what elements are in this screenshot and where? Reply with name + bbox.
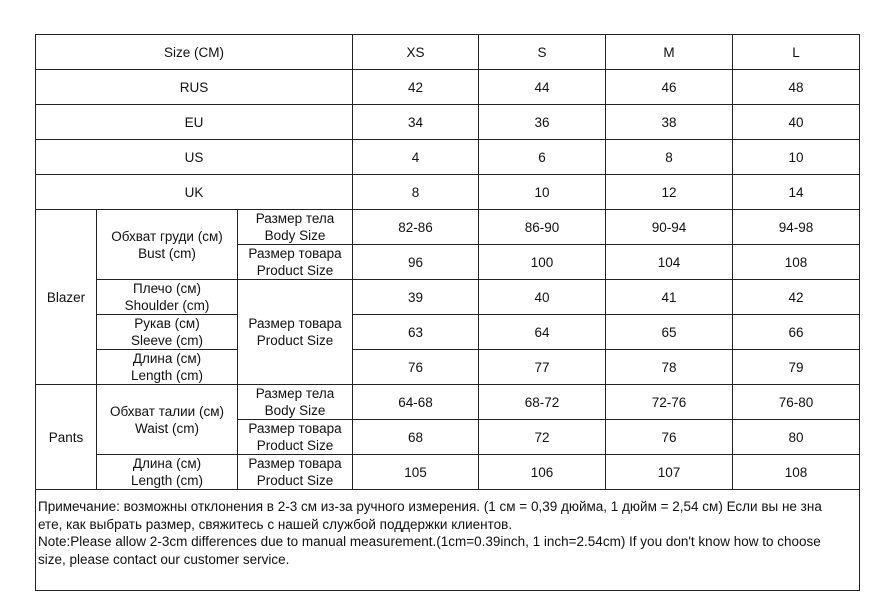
table-cell: 86-90 xyxy=(479,210,606,245)
note-en-line-2: size, please contact our customer service. xyxy=(38,551,290,567)
table-cell: 78 xyxy=(606,350,733,385)
table-cell: 40 xyxy=(733,105,860,140)
table-cell: 96 xyxy=(353,245,479,280)
waist-label xyxy=(97,385,238,455)
length-label-ru: Длина (см) xyxy=(132,351,202,366)
table-cell: 90-94 xyxy=(606,210,733,245)
table-cell: 77 xyxy=(479,350,606,385)
table-cell: 68 xyxy=(353,420,479,455)
table-cell: 10 xyxy=(479,175,606,210)
rus-row xyxy=(36,70,860,105)
rus-label: RUS xyxy=(36,70,353,105)
body-size-label-en: Body Size xyxy=(264,403,326,418)
product-size-label-ru: Размер товара xyxy=(248,456,342,471)
note-en-line-1: Note:Please allow 2-3cm differences due to manual measurement.(1cm=0.39inch, 1 inch=2.54cm) If you don't know how to choose xyxy=(38,534,821,549)
blazer-label: Blazer xyxy=(36,210,97,385)
size-chart-table xyxy=(35,34,860,591)
table-cell: 66 xyxy=(733,315,860,350)
table-cell: 108 xyxy=(733,245,860,280)
table-cell: 107 xyxy=(606,455,733,490)
body-size-label xyxy=(238,210,353,245)
note-ru-line-2: ете, как выбрать размер, свяжитесь с нашей службой поддержки клиентов. xyxy=(38,516,513,532)
table-cell: 106 xyxy=(479,455,606,490)
us-label: US xyxy=(36,140,353,175)
bust-label-en: Bust (cm) xyxy=(138,245,196,261)
table-cell: 76 xyxy=(606,420,733,455)
table-cell: 64 xyxy=(479,315,606,350)
table-cell: 39 xyxy=(353,280,479,315)
bust-label xyxy=(97,210,238,280)
table-cell: 34 xyxy=(353,105,479,140)
product-size-label xyxy=(238,455,353,490)
table-cell: 14 xyxy=(733,175,860,210)
eu-row xyxy=(36,105,860,140)
uk-label: UK xyxy=(36,175,353,210)
waist-label-en: Waist (cm) xyxy=(135,420,199,436)
table-cell: 48 xyxy=(733,70,860,105)
table-cell: 108 xyxy=(733,455,860,490)
size-cm-label: Size (CM) xyxy=(36,35,353,70)
blazer-length-row xyxy=(36,350,860,385)
table-cell: 63 xyxy=(353,315,479,350)
pants-waist-body-row xyxy=(36,385,860,420)
table-cell: 64-68 xyxy=(353,385,479,420)
product-size-label-ru: Размер товара xyxy=(248,316,342,331)
table-cell: 76 xyxy=(353,350,479,385)
shoulder-label-ru: Плечо (см) xyxy=(133,281,201,296)
table-cell: 46 xyxy=(606,70,733,105)
header-row xyxy=(36,35,860,70)
notes-cell xyxy=(36,490,860,591)
body-size-label-ru: Размер тела xyxy=(255,211,335,226)
table-cell: 4 xyxy=(353,140,479,175)
length-label xyxy=(97,350,238,385)
note-ru-line-1: Примечание: возможны отклонения в 2-3 см из-за ручного измерения. (1 см = 0,39 дюйма, 1 дюйм = 2,54 см) Если вы не зна xyxy=(38,499,822,514)
product-size-label xyxy=(238,245,353,280)
sleeve-label-ru: Рукав (см) xyxy=(134,316,200,331)
product-size-label xyxy=(238,280,353,385)
product-size-label-ru: Размер товара xyxy=(248,246,342,261)
table-cell: 80 xyxy=(733,420,860,455)
size-m: M xyxy=(606,35,733,70)
body-size-label xyxy=(238,385,353,420)
table-cell: 8 xyxy=(353,175,479,210)
table-cell: 105 xyxy=(353,455,479,490)
sleeve-label-en: Sleeve (cm) xyxy=(130,333,203,348)
table-cell: 100 xyxy=(479,245,606,280)
table-cell: 79 xyxy=(733,350,860,385)
size-l: L xyxy=(733,35,860,70)
table-cell: 42 xyxy=(353,70,479,105)
table-cell: 72-76 xyxy=(606,385,733,420)
table-cell: 104 xyxy=(606,245,733,280)
length-label-en: Length (cm) xyxy=(130,368,204,383)
product-size-label-en: Product Size xyxy=(256,333,334,348)
pants-length-row xyxy=(36,455,860,490)
product-size-label-en: Product Size xyxy=(256,438,334,453)
table-cell: 8 xyxy=(606,140,733,175)
size-s: S xyxy=(479,35,606,70)
blazer-shoulder-row xyxy=(36,280,860,315)
table-cell: 36 xyxy=(479,105,606,140)
table-cell: 65 xyxy=(606,315,733,350)
table-cell: 82-86 xyxy=(353,210,479,245)
body-size-label-ru: Размер тела xyxy=(255,386,335,401)
waist-label-ru: Обхват талии (см) xyxy=(110,403,224,419)
pants-label: Pants xyxy=(36,385,97,490)
table-cell: 41 xyxy=(606,280,733,315)
blazer-sleeve-row xyxy=(36,315,860,350)
pants-length-label-en: Length (cm) xyxy=(130,473,204,488)
table-cell: 40 xyxy=(479,280,606,315)
product-size-label-en: Product Size xyxy=(256,263,334,278)
sleeve-label xyxy=(97,315,238,350)
blazer-bust-body-row xyxy=(36,210,860,245)
table-cell: 12 xyxy=(606,175,733,210)
product-size-label-en: Product Size xyxy=(256,473,334,488)
table-cell: 76-80 xyxy=(733,385,860,420)
table-cell: 44 xyxy=(479,70,606,105)
table-cell: 94-98 xyxy=(733,210,860,245)
us-row xyxy=(36,140,860,175)
table-cell: 10 xyxy=(733,140,860,175)
table-cell: 68-72 xyxy=(479,385,606,420)
shoulder-label xyxy=(97,280,238,315)
shoulder-label-en: Shoulder (cm) xyxy=(124,298,210,313)
table-cell: 72 xyxy=(479,420,606,455)
eu-label: EU xyxy=(36,105,353,140)
product-size-label xyxy=(238,420,353,455)
body-size-label-en: Body Size xyxy=(264,228,326,243)
notes-row xyxy=(36,490,860,591)
size-xs: XS xyxy=(353,35,479,70)
product-size-label-ru: Размер товара xyxy=(248,421,342,436)
bust-label-ru: Обхват груди (см) xyxy=(111,228,223,244)
uk-row xyxy=(36,175,860,210)
pants-length-label xyxy=(97,455,238,490)
table-cell: 42 xyxy=(733,280,860,315)
table-cell: 38 xyxy=(606,105,733,140)
pants-length-label-ru: Длина (см) xyxy=(132,456,202,471)
table-cell: 6 xyxy=(479,140,606,175)
